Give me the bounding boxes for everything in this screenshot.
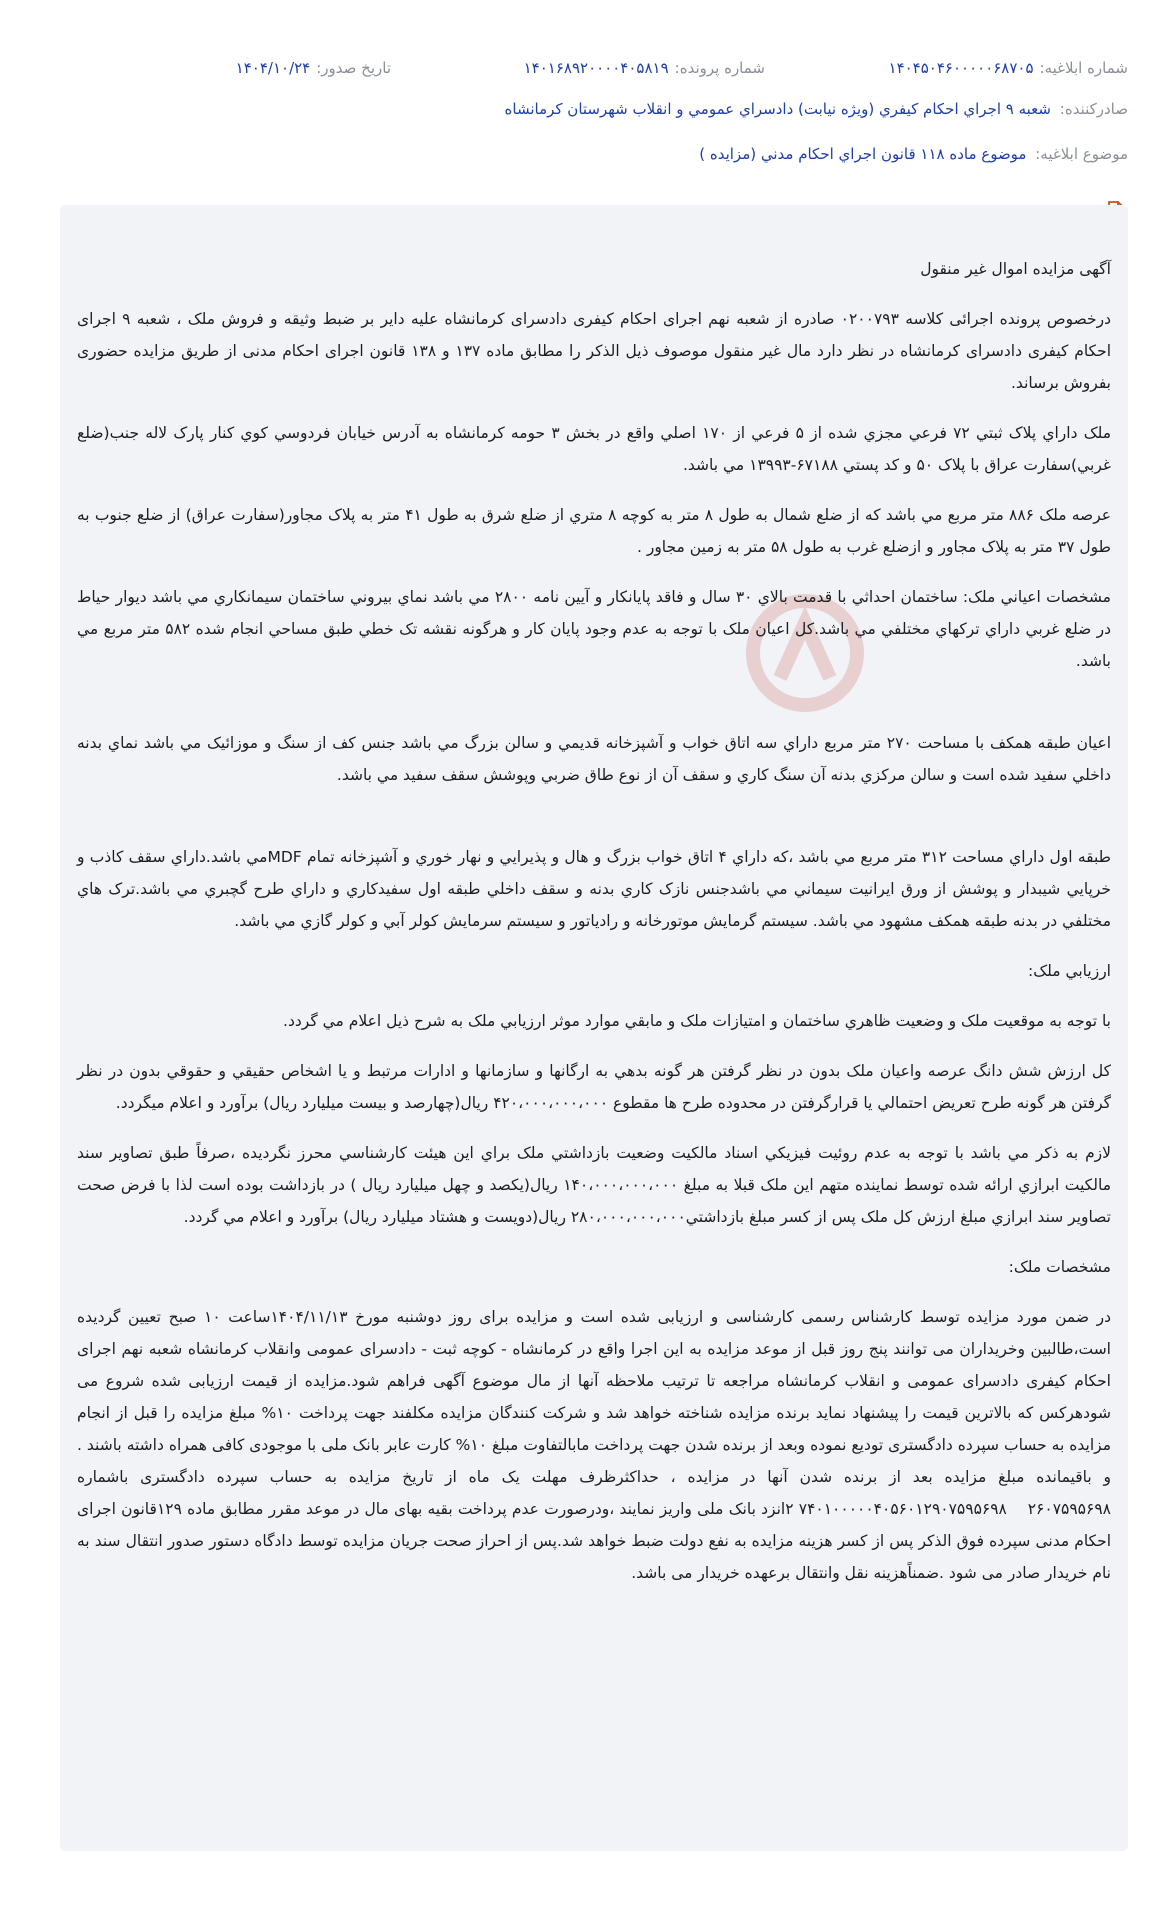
case-number-value: ۱۴۰۱۶۸۹۲۰۰۰۰۴۰۵۸۱۹: [523, 59, 669, 77]
paragraph-specs-heading: مشخصات ملک:: [1008, 1258, 1111, 1276]
notice-text-body: [60, 205, 1128, 1851]
issue-date: [236, 59, 391, 77]
subject-label: موضوع ابلاغیه:: [1035, 145, 1128, 163]
notice-number-label: شماره ابلاغیه:: [1039, 59, 1128, 77]
issuer-label: صادرکننده:: [1059, 100, 1128, 118]
paragraph-plaque: ملک داراي پلاک ثبتي ۷۲ فرعي مجزي شده از ۵ فرعي از ۱۷۰ اصلي واقع در بخش ۳ حومه کرمانشاه به آدرس خيابان فردوسي کوي کنار پارک لاله جنب(ضلع غربي)سفارت عراق با پلاک ۵۰ و کد پستي ۶۷۱۸۸-۱۳۹۹۳ مي باشد.: [77, 424, 1112, 474]
paragraph-first-floor: طبقه اول داراي مساحت ۳۱۲ متر مربع مي باشد ،که داراي ۴ اتاق خواب بزرگ و هال و پذيرايي و نهار خوري و آشپزخانه تمام MDFمي باشد.داراي سقف کاذب و خرپايي شيبدار و پوشش از ورق ايرانيت سيماني مي باشدجنس نازک کاري بدنه و سقف داخلي طبقه اول سفيدکاري و داراي طرح گچبري مي باشد.ترک هاي مختلفي در بدنه طبقه همکف مشهود مي باشد. سيستم گرمايش موتورخانه و رادياتور و سيستم سرمايش کولر آبي و کولر گازي مي باشد.: [77, 848, 1112, 930]
paragraph-land-area: عرصه ملک ۸۸۶ متر مربع مي باشد که از ضلع شمال به طول ۸ متر به کوچه ۸ متري از ضلع شرق به طول ۴۱ متر به پلاک مجاور(سفارت عراق) از ضلع جنوب به طول ۳۷ متر به پلاک مجاور و ازضلع غرب به طول ۵۸ متر به زمين مجاور .: [77, 506, 1111, 556]
paragraph-valuation-heading: ارزيابي ملک:: [1027, 962, 1111, 980]
notice-number: [889, 59, 1128, 77]
notice-meta-row: [0, 56, 1128, 80]
paragraph-valuation-intro: با توجه به موقعيت ملک و وضعيت ظاهري ساختمان و امتيازات ملک و مابقي موارد موثر ارزيابي ملک به شرح ذيل اعلام مي گردد.: [283, 1012, 1111, 1030]
notice-number-value: ۱۴۰۴۵۰۴۶۰۰۰۰۰۶۸۷۰۵: [888, 59, 1034, 77]
case-number: [524, 59, 765, 77]
issuer-value: شعبه ۹ اجراي احكام كيفري (ويژه نيابت) دادسراي عمومي و انقلاب شهرستان كرمانشاه: [504, 100, 1051, 118]
paragraph-building-specs: مشخصات اعياني ملک: ساختمان احداثي با قدمت بالاي ۳۰ سال و فاقد پايانکار و آيين نامه ۲۸۰۰ مي باشد نماي بيروني ساختمان سيمانکاري مي باشد ديوار حياط در ضلع غربي داراي ترکهاي مختلفي مي باشد.کل اعيان ملک با توجه به عدم وجود پايان کار و هرگونه نقشه تک خطي طبق مساحي انجام شده ۵۸۲ متر مربع مي باشد.: [77, 588, 1111, 670]
issuer-line: [505, 97, 1128, 121]
subject-value: موضوع ماده ۱۱۸ قانون اجراي احكام مدني (مزايده ): [699, 145, 1027, 163]
issue-date-label: تاریخ صدور:: [316, 59, 391, 77]
paragraph-intro: درخصوص پرونده اجرائی کلاسه ۰۲۰۰۷۹۳ صادره از شعبه نهم اجرای احکام کیفری دادسرای کرمانشاه علیه دایر بر ضبط وثیقه و فروش ملک ، شعبه ۹ اجرای احکام کیفری دادسرای کرمانشاه در نظر دارد مال غیر منقول موصوف ذیل الذکر را مطابق ماده ۱۳۷ و ۱۳۸ قانون اجرای احکام مدنی از طریق مزایده حضوری بفروش برساند.: [77, 310, 1112, 392]
paragraph-auction-terms: در ضمن مورد مزایده توسط کارشناس رسمی کارشناسی و ارزیابی شده است و مزایده برای روز دوشنبه مورخ ۱۴۰۴/۱۱/۱۳ساعت ۱۰ صبح تعیین گردیده است،طالبین وخریداران می توانند پنج روز قبل از موعد مزایده به این اجرا واقع در کرمانشاه - کوچه ثبت - دادسرای عمومی وانقلاب کرمانشاه شعبه نهم اجرای احکام کیفری دادسرای عمومی و انقلاب کرمانشاه مراجعه تا ترتیب ملاحظه آنها از مال موضوع آگهی فراهم شود.مزایده از قیمت ارزیابی شده شروع می شودهرکس که بالاترین قیمت را پیشنهاد نماید برنده مزایده شناخته خواهد شد و شرکت کنندگان مزایده مکلفند جهت پرداخت ۱۰% مبلغ مزایده را قبل از انجام مزایده به حساب سپرده دادگستری تودیع نموده وبعد از برنده شدن جهت پرداخت مابالتفاوت مبلغ ۱۰% کارت عابر بانک ملی با موجودی کافی همراه داشته باشند . و باقیمانده مبلغ مزایده بعد از برنده شدن آنها در مزایده ، حداکثرظرف مهلت یک ماه از تاریخ مزایده به حساب سپرده دادگستری باشماره ۲۶۰۷۵۹۵۶۹۸ ۷۴۰۱۰۰۰۰۰۴۰۵۶۰۱۲۹۰۷۵۹۵۶۹۸ ۲انزد بانک ملی واریز نمایند ،ودرصورت عدم پرداخت بقیه بهای مال در موعد مقرر مطابق ماده ۱۲۹قانون اجرای احکام مدنی سپرده فوق الذکر پس از کسر هزینه مزایده به نفع دولت ضبط خواهد شد.پس از احراز صحت جریان مزایده توسط دادگاه دستور صدور انتقال سند به نام خریدار صادر می شود .ضمناًهزینه نقل وانتقال برعهده خریدار می باشد.: [77, 1308, 1111, 1582]
case-number-label: شماره پرونده:: [674, 59, 765, 77]
subject-line: [699, 142, 1128, 166]
issue-date-value: ۱۴۰۴/۱۰/۲۴: [235, 59, 311, 77]
paragraph-total-value: کل ارزش شش دانگ عرصه واعيان ملک بدون در نظر گرفتن هر گونه بدهي به ارگانها و سازمانها و ادارات مرتبط و يا اشخاص حقيقي و حقوقي بدون در نظر گرفتن هر گونه طرح تعريض احتمالي يا قرارگرفتن در محدوده طرح ها مقطوع ۴۲۰،۰۰۰،۰۰۰،۰۰۰ ريال(چهارصد و بيست ميليارد ريال) برآورد و اعلام ميگردد.: [77, 1062, 1111, 1112]
paragraph-ground-floor: اعيان طبقه همکف با مساحت ۲۷۰ متر مربع داراي سه اتاق خواب و آشپزخانه قديمي و سالن بزرگ مي باشد جنس کف از سنگ و موزائيک مي باشد نماي بدنه داخلي سفيد شده است و سالن مرکزي بدنه آن سنگ کاري و سقف آن از نوع طاق ضربي وپوشش سقف سفيد مي باشد.: [77, 734, 1111, 784]
paragraph-title: آگهی مزایده اموال غیر منقول: [920, 260, 1111, 278]
paragraph-detention-note: لازم به ذکر مي باشد با توجه به عدم روئيت فيزيکي اسناد مالکيت وضعيت بازداشتي ملک براي اين هيئت کارشناسي محرز نگرديده ،صرفاً طبق تصاوير سند مالکيت ابرازي ارائه شده توسط نماينده متهم اين ملک قبلا به مبلغ ۱۴۰،۰۰۰،۰۰۰،۰۰۰ ريال(يکصد و چهل ميليارد ريال ) در بازداشت بوده است لذا با فرض صحت تصاوير سند ابرازي مبلغ ارزش کل ملک پس از کسر مبلغ بازداشتي۲۸۰،۰۰۰،۰۰۰،۰۰۰ ريال(دويست و هشتاد ميليارد ريال) برآورد و اعلام مي گردد.: [77, 1144, 1111, 1226]
